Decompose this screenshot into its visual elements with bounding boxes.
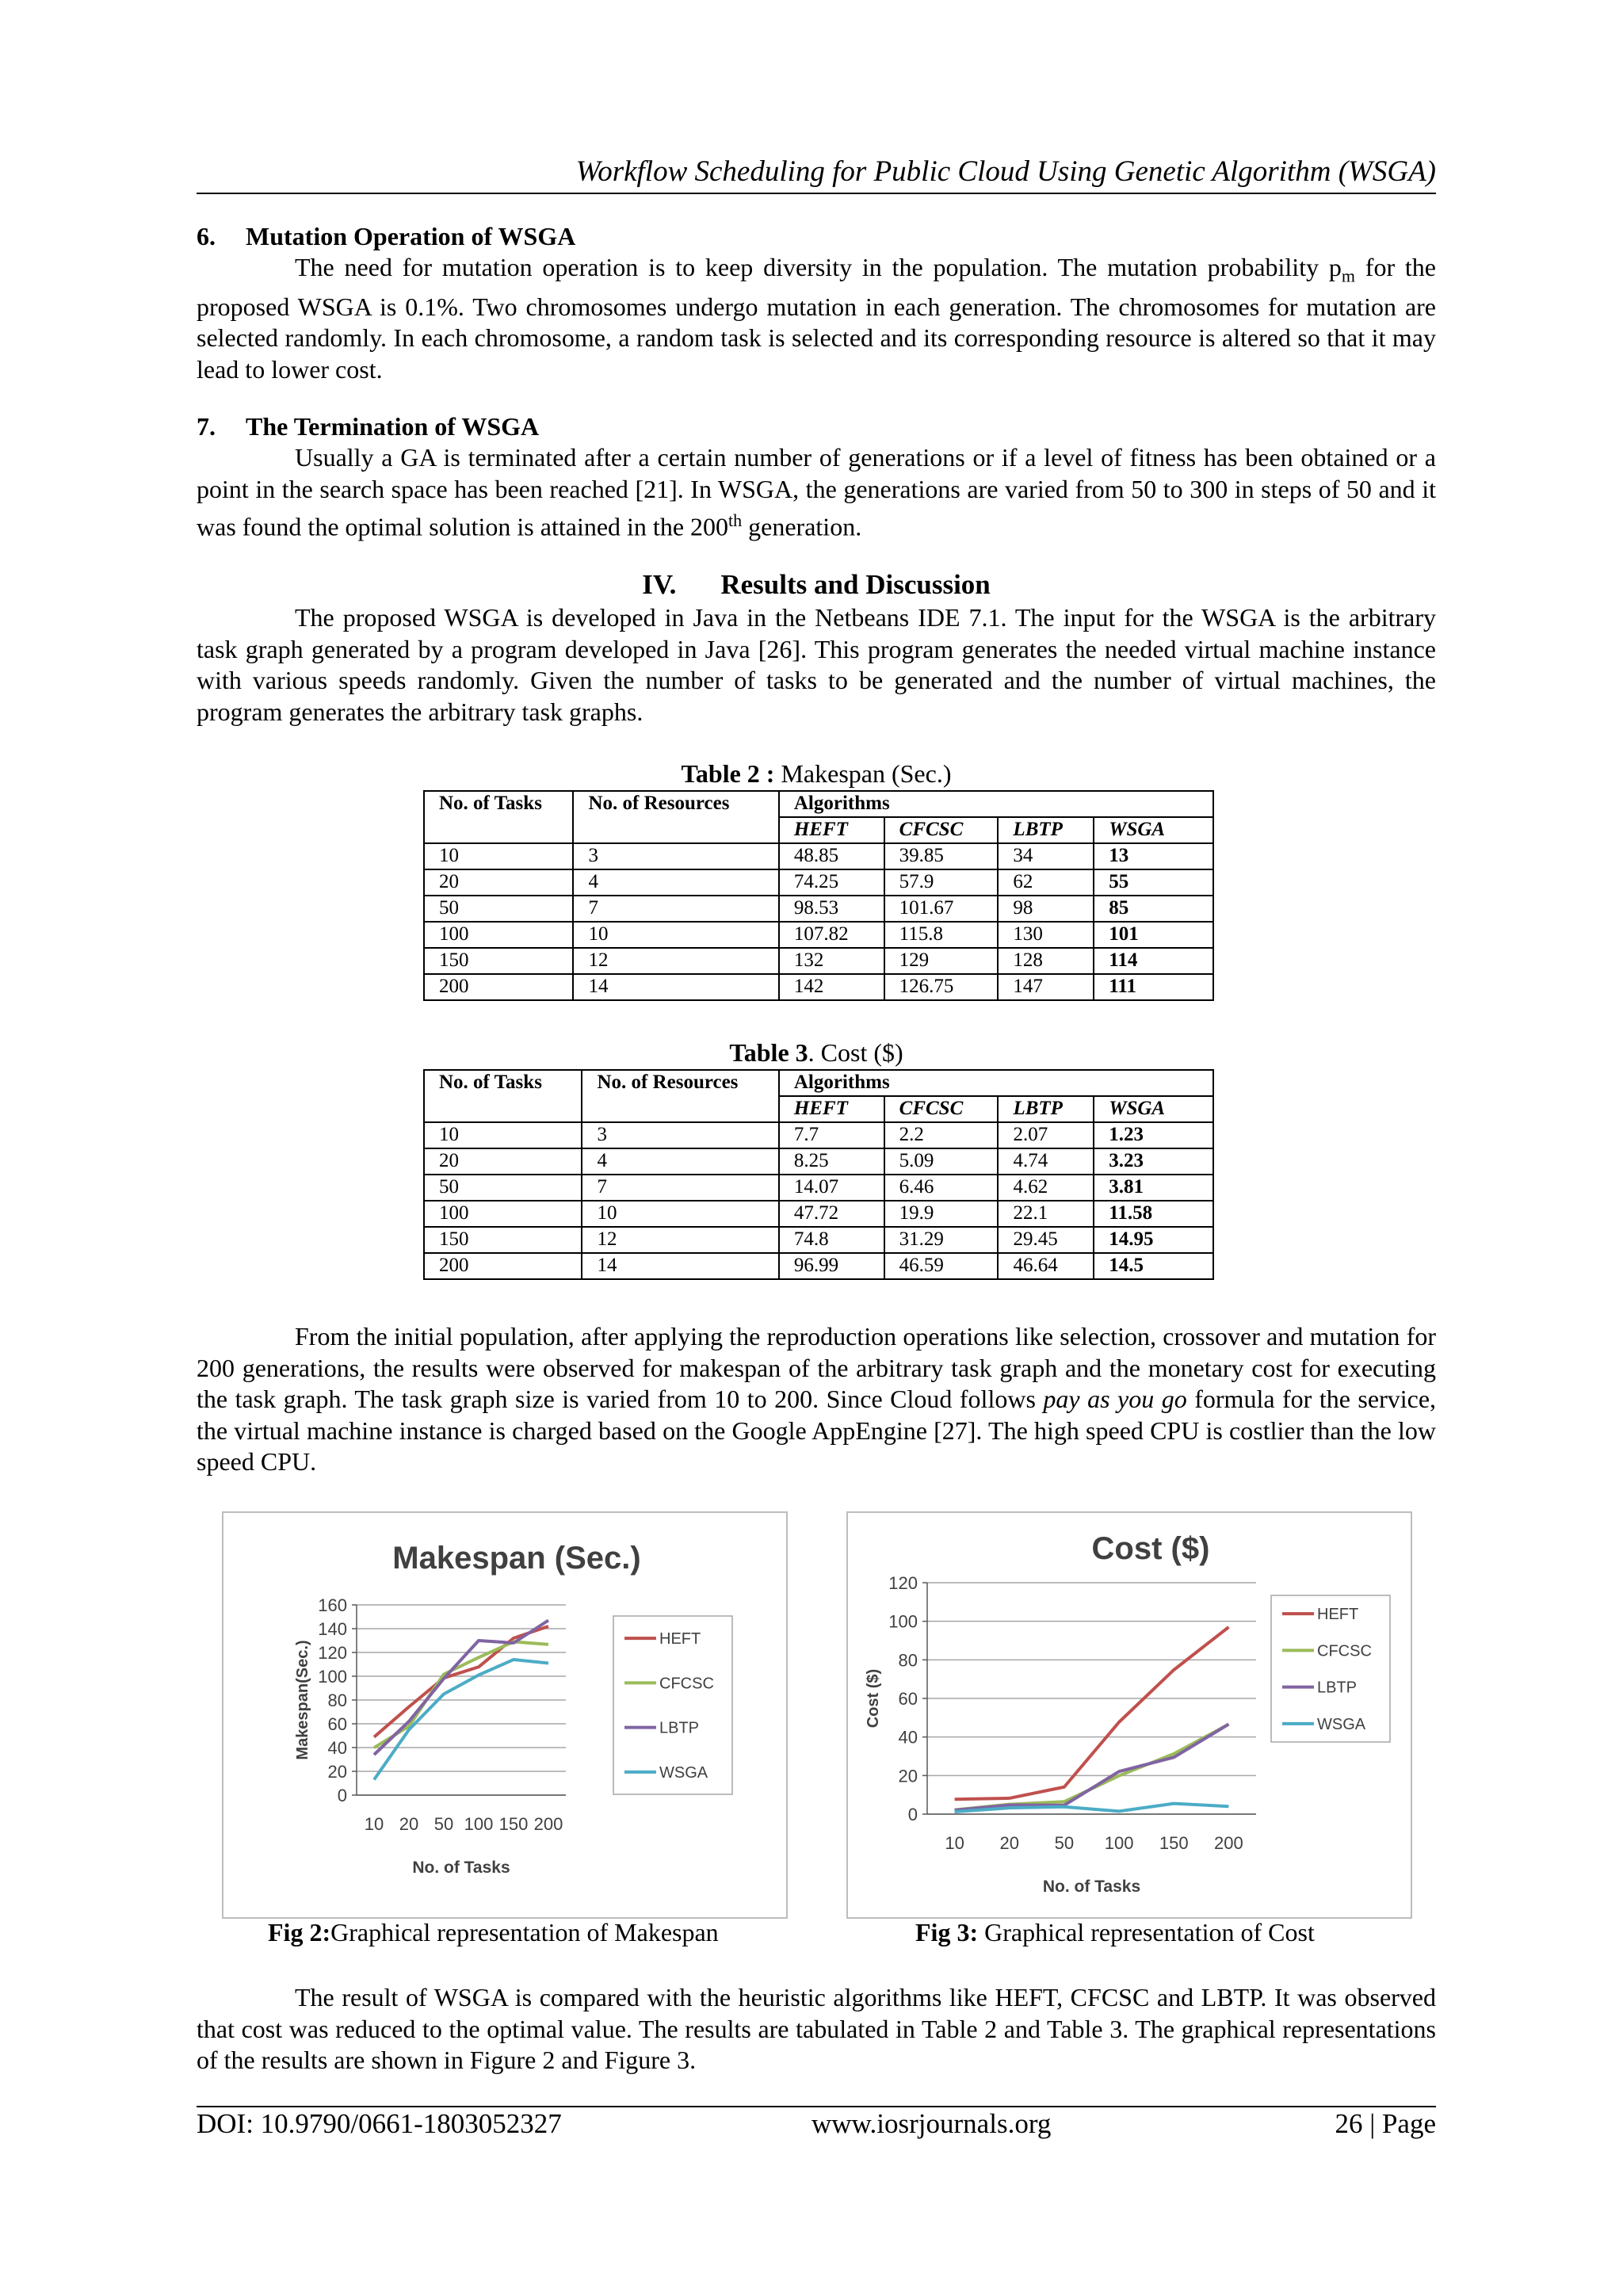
table-cell: 20 [424,1148,582,1175]
table-cell: 130 [998,922,1094,948]
table-cell: 13 [1094,843,1213,869]
section-7-paragraph: Usually a GA is terminated after a certain number of generations or if a level of fitness has been obtained or a point in the search space has been reached [21]. In WSGA, the generations are varied from 50 to 300 in steps of 50 and it was found the optimal solution is attained in the 200th generation. [197,443,1436,541]
table-cell: 19.9 [884,1201,999,1227]
table-3-caption: Table 3. Cost ($) [729,1038,903,1067]
conclusion-paragraph: The result of WSGA is compared with the heuristic algorithms like HEFT, CFCSC and LBTP. It was observed that cost was reduced to the optimal value. The results are tabulated in Table 2 and Table 3. The graphical representations of the results are shown in Figure 2 and Figure 3. [197,1983,1436,2074]
table-cell: 39.85 [884,843,999,869]
table-row [424,948,1213,974]
table-2-header-heft: HEFT [779,817,884,843]
table-cell: 7 [582,1175,778,1201]
y-tick-label: 160 [318,1595,347,1615]
table-cell: 50 [424,1175,582,1201]
table-cell: 14 [582,1253,778,1279]
table-cell: 14 [573,974,778,1000]
footer-doi: DOI: 10.9790/0661-1803052327 [197,2108,562,2139]
table-cell: 132 [779,948,884,974]
table-cell: 74.25 [779,869,884,896]
table-cell: 98.53 [779,896,884,922]
table-cell: 3 [582,1122,778,1148]
table-cell: 4.74 [998,1148,1094,1175]
table-cell: 7 [573,896,778,922]
table-cell: 12 [573,948,778,974]
table-cell: 142 [779,974,884,1000]
legend-label-cfcsc: CFCSC [1317,1642,1372,1660]
table-2-header-lbtp: LBTP [998,817,1094,843]
legend-label-wsga: WSGA [1317,1715,1366,1733]
table-cell: 74.8 [779,1227,884,1253]
section-iv [197,602,1436,728]
section-7-heading: 7. The Termination of WSGA [197,412,540,441]
x-axis-label: No. of Tasks [412,1859,510,1877]
header-rule [197,193,1436,194]
figure-2-makespan-chart [222,1511,788,1919]
table-cell: 3 [573,843,778,869]
table-cell: 1.23 [1094,1122,1213,1148]
table-cell: 5.09 [884,1148,999,1175]
table-cell: 12 [582,1227,778,1253]
cost-chart-svg [848,1513,1411,1917]
legend-label-wsga: WSGA [659,1763,708,1782]
y-axis-label: Cost ($) [865,1668,882,1729]
table-2-header-wsga: WSGA [1094,817,1213,843]
x-tick-label: 100 [464,1814,494,1834]
table-cell: 7.7 [779,1122,884,1148]
x-tick-label: 50 [1054,1833,1075,1853]
table-3-header-algorithms: Algorithms [779,1070,1213,1096]
table-cell: 10 [582,1201,778,1227]
table-cell: 4.62 [998,1175,1094,1201]
x-tick-label: 200 [533,1814,563,1834]
x-tick-label: 150 [498,1814,529,1834]
table-cell: 50 [424,896,573,922]
section-iv-heading: IV. Results and Discussion [642,569,991,600]
table-cell: 3.23 [1094,1148,1213,1175]
table-cell: 6.46 [884,1175,999,1201]
table-cell: 47.72 [779,1201,884,1227]
table-cell: 14.07 [779,1175,884,1201]
table-cell: 3.81 [1094,1175,1213,1201]
table-row [424,1122,1213,1148]
table-cell: 2.07 [998,1122,1094,1148]
table-cell: 57.9 [884,869,999,896]
table-cell: 46.64 [998,1253,1094,1279]
table-cell: 128 [998,948,1094,974]
y-tick-label: 60 [898,1689,918,1709]
footer-page-number: 26 | Page [1335,2108,1436,2139]
table-row [424,869,1213,896]
y-tick-label: 0 [337,1786,347,1805]
table-3-header-lbtp: LBTP [998,1096,1094,1122]
y-tick-label: 80 [327,1690,347,1710]
y-tick-label: 40 [898,1727,918,1748]
section-6 [197,220,1436,385]
table-cell: 100 [424,922,573,948]
table-3-cost [423,1069,1214,1280]
table-cell: 4 [582,1148,778,1175]
table-2-caption: Table 2 : Makespan (Sec.) [681,759,952,788]
y-tick-label: 20 [898,1766,918,1786]
table-cell: 48.85 [779,843,884,869]
table-row [424,1253,1213,1279]
table-cell: 4 [573,869,778,896]
series-line-lbtp [374,1621,548,1755]
table-cell: 115.8 [884,922,999,948]
legend-label-heft: HEFT [659,1630,701,1648]
section-7 [197,411,1436,543]
table-cell: 2.2 [884,1122,999,1148]
table-cell: 10 [424,1122,582,1148]
table-row [424,1175,1213,1201]
table-3-header-wsga: WSGA [1094,1096,1213,1122]
table-2-header-cfcsc: CFCSC [884,817,999,843]
table-cell: 200 [424,974,573,1000]
y-tick-label: 120 [318,1643,347,1663]
table-cell: 34 [998,843,1094,869]
table-cell: 147 [998,974,1094,1000]
table-cell: 46.59 [884,1253,999,1279]
y-axis-label: Makespan(Sec.) [294,1640,311,1760]
x-tick-label: 150 [1159,1833,1189,1853]
table-cell: 100 [424,1201,582,1227]
y-tick-label: 120 [888,1573,918,1593]
x-tick-label: 100 [1104,1833,1134,1853]
y-tick-label: 80 [898,1650,918,1671]
table-2-header-algorithms: Algorithms [779,791,1213,817]
y-tick-label: 140 [318,1619,347,1639]
table-cell: 62 [998,869,1094,896]
table-cell: 98 [998,896,1094,922]
figure-3-caption: Fig 3: Graphical representation of Cost [915,1918,1315,1946]
x-tick-label: 10 [364,1814,384,1834]
table-cell: 129 [884,948,999,974]
table-cell: 22.1 [998,1201,1094,1227]
y-tick-label: 60 [327,1714,347,1734]
table-cell: 14.95 [1094,1227,1213,1253]
table-cell: 96.99 [779,1253,884,1279]
table-3-header-cfcsc: CFCSC [884,1096,999,1122]
table-cell: 14.5 [1094,1253,1213,1279]
table-3-header-heft: HEFT [779,1096,884,1122]
table-cell: 126.75 [884,974,999,1000]
table-row [424,1148,1213,1175]
x-tick-label: 50 [433,1814,454,1834]
table-cell: 10 [424,843,573,869]
table-3-header-tasks: No. of Tasks [424,1070,582,1122]
legend-label-heft: HEFT [1317,1606,1359,1624]
table-3-header-resources: No. of Resources [582,1070,778,1122]
table-cell: 11.58 [1094,1201,1213,1227]
table-cell: 114 [1094,948,1213,974]
y-tick-label: 0 [907,1805,918,1824]
y-tick-label: 100 [888,1611,918,1632]
table-cell: 31.29 [884,1227,999,1253]
table-cell: 55 [1094,869,1213,896]
table-row [424,1227,1213,1253]
table-cell: 101.67 [884,896,999,922]
running-header: Workflow Scheduling for Public Cloud Using Genetic Algorithm (WSGA) [575,155,1436,188]
x-tick-label: 200 [1214,1833,1243,1853]
section-6-heading: 6. Mutation Operation of WSGA [197,222,576,250]
section-6-paragraph: The need for mutation operation is to keep diversity in the population. The mutation probability $p_m$ for the proposed WSGA is 0.1%. Two chromosomes undergo mutation in each generation. The chromosomes for mutation are selected randomly. In each chromosome, a random task is selected and its corresponding resource is altered so that it may lead to lower cost. [197,253,1436,384]
series-line-wsga [374,1660,548,1780]
chart-title: Cost ($) [1091,1531,1210,1566]
section-iv-paragraph: The proposed WSGA is developed in Java in the Netbeans IDE 7.1. The input for the WSGA is the arbitrary task graph generated by a program developed in Java [26]. This program generates the needed virtual machine instance with various speeds randomly. Given the number of tasks to be generated and the number of virtual machines, the program generates the arbitrary task graphs. [197,603,1436,726]
y-tick-label: 100 [318,1667,347,1687]
table-row [424,1201,1213,1227]
footer-website: www.iosrjournals.org [812,2108,1052,2139]
legend-label-cfcsc: CFCSC [659,1675,714,1693]
legend-label-lbtp: LBTP [659,1719,700,1737]
legend-label-lbtp: LBTP [1317,1679,1358,1697]
table-row [424,974,1213,1000]
table-2-header-resources: No. of Resources [573,791,778,843]
table-cell: 150 [424,948,573,974]
table-cell: 10 [573,922,778,948]
table-row [424,896,1213,922]
x-tick-label: 20 [999,1833,1019,1853]
series-line-heft [955,1627,1229,1799]
x-tick-label: 20 [399,1814,419,1834]
table-cell: 29.45 [998,1227,1094,1253]
chart-title: Makespan (Sec.) [392,1541,641,1576]
figure-2-caption: Fig 2:Graphical representation of Makespan [268,1918,719,1946]
table-cell: 20 [424,869,573,896]
x-axis-label: No. of Tasks [1042,1878,1141,1896]
y-tick-label: 40 [327,1738,347,1758]
table-cell: 107.82 [779,922,884,948]
y-tick-label: 20 [327,1762,347,1782]
x-tick-label: 10 [945,1833,964,1853]
results-paragraph: From the initial population, after applying the reproduction operations like selection, crossover and mutation for 200 generations, the results were observed for makespan of the arbitrary task graph and the monetary cost for executing the task graph. The task graph size is varied from 10 to 200. Since Cloud follows pay as you go formula for the service, the virtual machine instance is charged based on the Google AppEngine [27]. The high speed CPU is costlier than the low speed CPU. [197,1322,1437,1476]
table-cell: 200 [424,1253,582,1279]
table-row [424,922,1213,948]
table-cell: 111 [1094,974,1213,1000]
table-2-makespan [423,790,1214,1001]
table-cell: 85 [1094,896,1213,922]
figure-3-cost-chart [846,1511,1412,1919]
makespan-chart-svg [223,1513,786,1917]
table-cell: 150 [424,1227,582,1253]
table-cell: 8.25 [779,1148,884,1175]
table-cell: 101 [1094,922,1213,948]
table-2-header-tasks: No. of Tasks [424,791,573,843]
footer-rule [197,2106,1436,2107]
table-row [424,843,1213,869]
